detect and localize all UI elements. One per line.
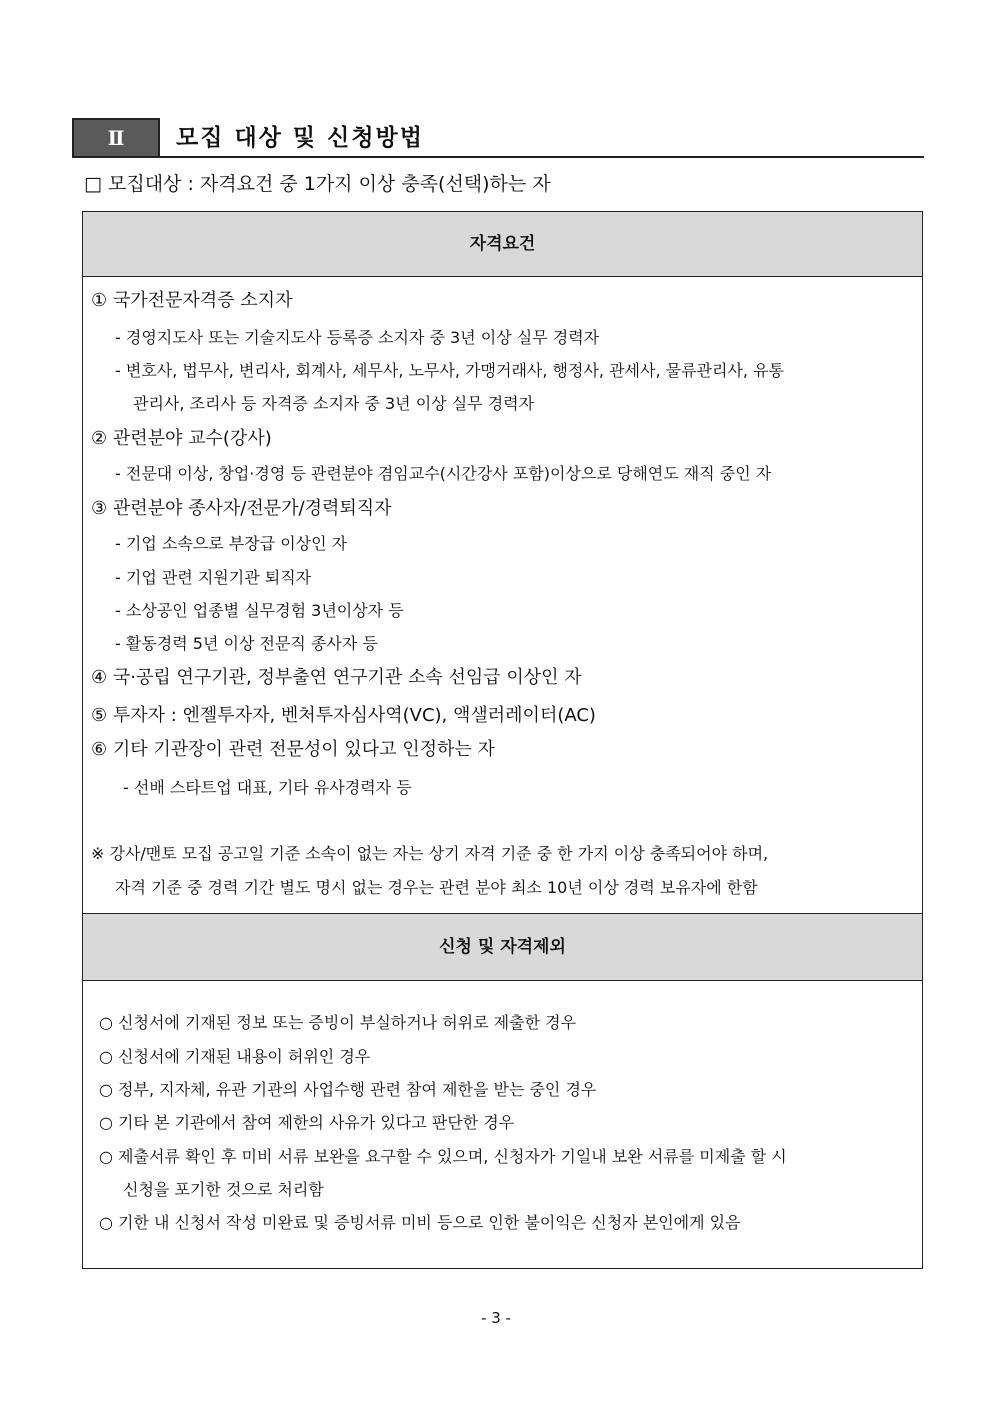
qualification-item: ④ 국·공립 연구기관, 정부출연 연구기관 소속 선임급 이상인 자: [91, 667, 582, 688]
qualification-subitem: - 변호사, 법무사, 변리사, 회계사, 세무사, 노무사, 가맹거래사, 행정사, 관세사, 물류관리사, 유통: [115, 361, 784, 380]
exclusion-item-cont: 신청을 포기한 것으로 처리함: [123, 1180, 324, 1199]
page-number: - 3 -: [481, 1309, 511, 1327]
requirements-table: [82, 211, 923, 1269]
qualification-item: ② 관련분야 교수(강사): [91, 428, 272, 449]
recruitment-target-line: □ 모집대상 : 자격요건 중 1가지 이상 충족(선택)하는 자: [84, 173, 551, 195]
section-header: [72, 118, 924, 158]
qualification-subitem: - 기업 소속으로 부장급 이상인 자: [115, 534, 348, 553]
qualification-subitem-cont: 관리사, 조리사 등 자격증 소지자 중 3년 이상 실무 경력자: [133, 394, 535, 413]
exclusion-item: ○ 제출서류 확인 후 미비 서류 보완을 요구할 수 있으며, 신청자가 기일내 보완 서류를 미제출 할 시: [99, 1147, 787, 1166]
qualification-subitem: - 소상공인 업종별 실무경험 3년이상자 등: [115, 601, 404, 620]
qualifications-header: 자격요건: [83, 212, 922, 277]
qualification-item: ⑤ 투자자 : 엔젤투자자, 벤처투자심사역(VC), 액샐러레이터(AC): [91, 705, 596, 726]
exclusion-item: ○ 신청서에 기재된 내용이 허위인 경우: [99, 1047, 371, 1066]
qualification-note-cont: 자격 기준 중 경력 기간 별도 명시 없는 경우는 관련 분야 최소 10년 이상 경력 보유자에 한함: [115, 878, 758, 897]
qualification-item: ① 국가전문자격증 소지자: [91, 290, 293, 311]
qualification-subitem: - 전문대 이상, 창업·경영 등 관련분야 겸임교수(시간강사 포함)이상으로 당해연도 재직 중인 자: [115, 464, 772, 483]
exclusion-item: ○ 기한 내 신청서 작성 미완료 및 증빙서류 미비 등으로 인한 불이익은 신청자 본인에게 있음: [99, 1213, 741, 1232]
qualification-note: ※ 강사/맨토 모집 공고일 기준 소속이 없는 자는 상기 자격 기준 중 한 가지 이상 충족되어야 하며,: [91, 844, 769, 863]
qualification-item: ⑥ 기타 기관장이 관련 전문성이 있다고 인정하는 자: [91, 739, 495, 760]
qualification-subitem: - 선배 스타트업 대표, 기타 유사경력자 등: [123, 778, 412, 797]
section-number-badge: Ⅱ: [72, 118, 160, 158]
exclusion-item: ○ 정부, 지자체, 유관 기관의 사업수행 관련 참여 제한을 받는 중인 경우: [99, 1080, 597, 1099]
qualification-subitem: - 기업 관련 지원기관 퇴직자: [115, 568, 312, 587]
qualification-item: ③ 관련분야 종사자/전문가/경력퇴직자: [91, 498, 392, 519]
exclusion-item: ○ 기타 본 기관에서 참여 제한의 사유가 있다고 판단한 경우: [99, 1113, 515, 1132]
exclusion-item: ○ 신청서에 기재된 정보 또는 증빙이 부실하거나 허위로 제출한 경우: [99, 1013, 577, 1032]
section-title: 모집 대상 및 신청방법: [176, 125, 424, 151]
exclusions-header: 신청 및 자격제외: [83, 913, 922, 981]
qualification-subitem: - 활동경력 5년 이상 전문직 종사자 등: [115, 634, 378, 653]
qualification-subitem: - 경영지도사 또는 기술지도사 등록증 소지자 중 3년 이상 실무 경력자: [115, 328, 600, 347]
